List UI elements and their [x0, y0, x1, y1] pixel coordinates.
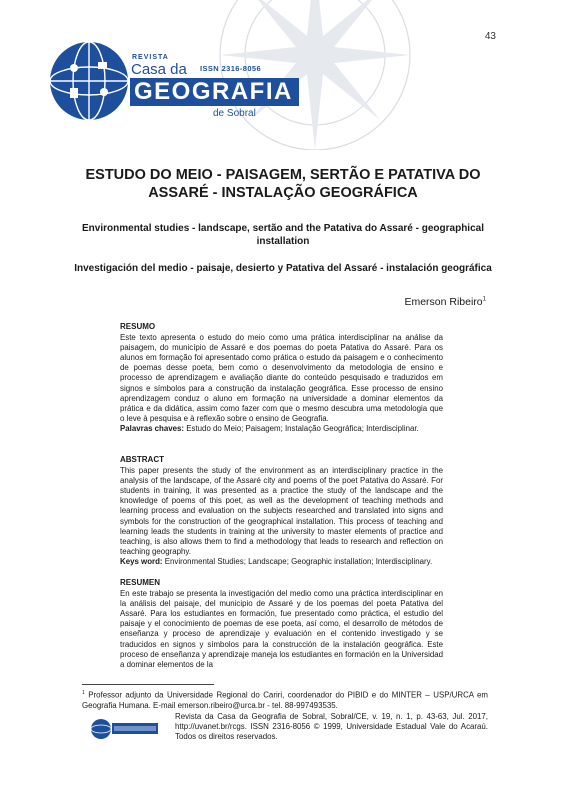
resumen-section — [120, 578, 443, 670]
resumo-section — [120, 322, 443, 434]
resumo-heading: RESUMO — [120, 322, 156, 331]
logo-geografia-text: GEOGRAFIA — [130, 78, 299, 106]
author-name — [404, 296, 486, 308]
logo-casa-text: Casa da — [131, 61, 187, 78]
resumo-keywords-text: Estudo do Meio; Paisagem; Instalação Geográfica; Interdisciplinar. — [186, 423, 419, 433]
resumo-keywords-label: Palavras chaves: — [120, 423, 185, 433]
abstract-section — [120, 455, 443, 567]
resumo-text: Este texto apresenta o estudo do meio como uma prática interdisciplinar na análise da paisagem, do município de Assaré e dos poemas do poeta Patativa do Assaré. Para os alunos em formação foi apresentado como prática o estudo da paisagem e o conhecimento de poemas desse poeta, bem como o desenvolvimento da metodologia de ensino e processo de aprendizagem e avaliação diante do conteúdo pesquisado e traduzidos em signos e símbolos para a construção da instalação geográfica. Esse processo de ensino aprendizagem conduz o aluno em formação na universidade a dominar elementos da prática e da didática, assim como fazer com que o mesmo descubra uma metodologia que o leve à pesquisa e à reflexão sobre o ensino de Geografia. — [120, 333, 443, 423]
abstract-keywords-label: Keys word: — [120, 556, 163, 566]
resumo-keywords — [120, 424, 443, 434]
author-footnote-mark[interactable]: 1 — [482, 296, 486, 303]
footnote-mark: 1 — [82, 690, 85, 696]
abstract-keywords — [120, 557, 443, 567]
logo-revista-text: REVISTA — [132, 54, 169, 61]
logo-issn-text: ISSN 2316-8056 — [200, 64, 262, 73]
journal-citation: Revista da Casa da Geografia de Sobral, Sobral/CE, v. 19, n. 1, p. 43-63, Jul. 2017, http://uvanet.br/rcgs. ISSN 2316-8056 © 1999, Universidade Estadual Vale do Acaraú. Todos os direitos reservados. — [175, 712, 488, 742]
subtitle-spanish: Investigación del medio - paisaje, desierto y Patativa del Assaré - instalación geográfica — [74, 263, 492, 274]
subtitle-english: Environmental studies - landscape, sertão and the Patativa do Assaré - geographical installation — [82, 223, 484, 247]
resumen-text: En este trabajo se presenta la investigación del medio como una práctica interdisciplinar en la análisis del paisaje, del municipio de Assaré y de los poemas del poeta Patativa del Assaré. Para los estudiantes en formación, fue presentado como práctica, el estudio del paisaje y el conocimiento de poemas de ese poeta, así como, el desarrollo de métodos de enseñanza y proceso de aprendizaje y evaluación en el contenido investigado y se traducidos en signos y símbolos para la construcción de la instalación geográfica. Este proceso de enseñanza y aprendizaje maneja los estudiantes en formación en la Universidad a dominar elementos de la — [120, 589, 443, 669]
abstract-text: This paper presents the study of the environment as an interdisciplinary practice in the analysis of the landscape, of the Assaré city and poems of the poet Patativa do Assaré. For students in training, it was presented as a practice the study of the landscape and the knowledge of poems of this poet, as well as the development of teaching methods and learning process and evaluation on the subjects researched and translated into signs and symbols for the construction of the geographical installation. This process of teaching and learning leads the students in training at the university to master elements of practice and teaching, is also allows them to find a methodology that leads to research and reflection on teaching geography. — [120, 466, 443, 556]
author-footnote — [82, 688, 488, 711]
globe-icon — [48, 40, 130, 122]
author-text: Emerson Ribeiro — [404, 296, 483, 308]
page-number: 43 — [484, 31, 496, 42]
abstract-keywords-text: Environmental Studies; Landscape; Geographic installation; Interdisciplinary. — [164, 556, 433, 566]
footnote-divider — [82, 684, 214, 685]
resumen-heading: RESUMEN — [120, 578, 161, 587]
article-title: ESTUDO DO MEIO - PAISAGEM, SERTÃO E PATATIVA DO ASSARÉ - INSTALAÇÃO GEOGRÁFICA — [85, 167, 481, 201]
abstract-heading: ABSTRACT — [120, 455, 164, 464]
footnote-text: Professor adjunto da Universidade Regional do Cariri, coordenador do PIBID e do MINTER – USP/URCA em Geografia Humana. E-mail emerson.ribeiro@urca.br - tel. 88-997493535. — [82, 690, 488, 710]
footer-journal-logo-icon — [90, 717, 160, 741]
journal-logo — [48, 40, 293, 122]
logo-sobral-text: de Sobral — [213, 108, 256, 119]
